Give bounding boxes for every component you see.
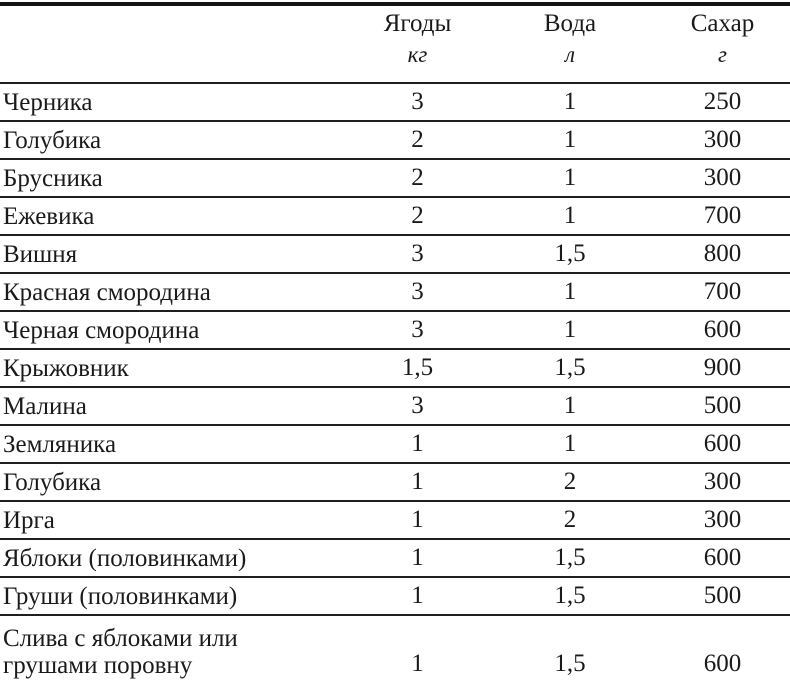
sugar-column-unit: г bbox=[718, 42, 727, 67]
table-row bbox=[0, 273, 790, 311]
table-row bbox=[0, 121, 790, 159]
sugar-value: 600 bbox=[703, 316, 742, 343]
table-row bbox=[0, 577, 790, 615]
sugar-value: 600 bbox=[703, 544, 742, 571]
water-value: 1 bbox=[563, 164, 577, 191]
berries-value: 1 bbox=[411, 544, 424, 571]
berries-value: 3 bbox=[411, 392, 424, 419]
water-value: 1 bbox=[563, 392, 577, 419]
sugar-value: 600 bbox=[703, 650, 742, 677]
ingredients-table bbox=[0, 2, 790, 680]
water-value: 1 bbox=[563, 316, 577, 343]
sugar-value: 250 bbox=[703, 88, 742, 115]
table-row bbox=[0, 539, 790, 577]
berries-value: 2 bbox=[411, 164, 424, 191]
name-column-header bbox=[0, 4, 350, 42]
row-name-cell: Черная смородина bbox=[3, 316, 200, 344]
row-name-cell: Черника bbox=[3, 88, 93, 116]
row-name-cell: Груши (половинками) bbox=[3, 582, 238, 610]
water-value: 1 bbox=[563, 88, 577, 115]
table-row bbox=[0, 349, 790, 387]
row-name-cell: Малина bbox=[3, 392, 87, 420]
row-name-cell: Голубика bbox=[3, 468, 102, 496]
header-units-row bbox=[0, 42, 790, 83]
sugar-value: 700 bbox=[703, 278, 742, 305]
water-value: 1,5 bbox=[554, 544, 586, 571]
water-value: 1 bbox=[563, 126, 577, 153]
row-name-cell: Крыжовник bbox=[3, 354, 129, 382]
sugar-value: 300 bbox=[703, 468, 742, 495]
water-value: 2 bbox=[563, 506, 577, 533]
table-row bbox=[0, 197, 790, 235]
water-column-header: Вода bbox=[543, 10, 597, 37]
berries-value: 3 bbox=[411, 316, 424, 343]
sugar-value: 900 bbox=[703, 354, 742, 381]
table-row bbox=[0, 83, 790, 121]
row-name-cell: Ирга bbox=[3, 506, 55, 534]
table-row bbox=[0, 311, 790, 349]
berries-value: 3 bbox=[411, 88, 424, 115]
berries-value: 1 bbox=[411, 430, 424, 457]
row-name-cell: Красная смородина bbox=[3, 278, 211, 306]
row-name-cell: Голубика bbox=[3, 126, 102, 154]
sugar-value: 600 bbox=[703, 430, 742, 457]
sugar-value: 800 bbox=[703, 240, 742, 267]
table-row bbox=[0, 387, 790, 425]
water-value: 2 bbox=[563, 468, 577, 495]
row-name-cell: Брусника bbox=[3, 164, 103, 192]
table-row bbox=[0, 463, 790, 501]
sugar-value: 300 bbox=[703, 126, 742, 153]
berries-value: 3 bbox=[411, 240, 424, 267]
berries-value: 3 bbox=[411, 278, 424, 305]
berries-column-header: Ягоды bbox=[383, 10, 452, 37]
table-row bbox=[0, 501, 790, 539]
sugar-value: 500 bbox=[703, 392, 742, 419]
sugar-column-header: Сахар bbox=[690, 10, 755, 37]
sugar-value: 500 bbox=[703, 582, 742, 609]
table-row bbox=[0, 425, 790, 463]
table-row bbox=[0, 235, 790, 273]
header-labels-row bbox=[0, 4, 790, 42]
sugar-value: 700 bbox=[703, 202, 742, 229]
water-value: 1 bbox=[563, 430, 577, 457]
berries-value: 1 bbox=[411, 650, 424, 677]
row-name-cell bbox=[0, 615, 350, 680]
berries-value: 2 bbox=[411, 126, 424, 153]
row-name-cell: Ежевика bbox=[3, 202, 95, 230]
row-name-cell: Земляника bbox=[3, 430, 117, 458]
berries-value: 1 bbox=[411, 468, 424, 495]
row-name-cell: Яблоки (половинками) bbox=[3, 544, 247, 572]
table-row bbox=[0, 615, 790, 680]
water-value: 1,5 bbox=[554, 582, 586, 609]
berries-column-unit: кг bbox=[407, 42, 428, 67]
water-value: 1 bbox=[563, 202, 577, 229]
name-column-unit bbox=[0, 42, 350, 83]
row-name-line2: грушами поровну bbox=[3, 651, 193, 679]
water-value: 1,5 bbox=[554, 650, 586, 677]
berries-value: 1 bbox=[411, 506, 424, 533]
table-body bbox=[0, 83, 790, 680]
water-value: 1,5 bbox=[554, 354, 586, 381]
row-name-cell: Вишня bbox=[3, 240, 78, 268]
water-column-unit: л bbox=[564, 42, 576, 67]
berries-value: 1,5 bbox=[401, 354, 434, 381]
water-value: 1,5 bbox=[554, 240, 586, 267]
water-value: 1 bbox=[563, 278, 577, 305]
sugar-value: 300 bbox=[703, 164, 742, 191]
berries-value: 2 bbox=[411, 202, 424, 229]
row-name-line1: Слива с яблоками или bbox=[3, 624, 238, 652]
berries-value: 1 bbox=[411, 582, 424, 609]
table-header bbox=[0, 4, 790, 83]
table-row bbox=[0, 159, 790, 197]
sugar-value: 300 bbox=[703, 506, 742, 533]
